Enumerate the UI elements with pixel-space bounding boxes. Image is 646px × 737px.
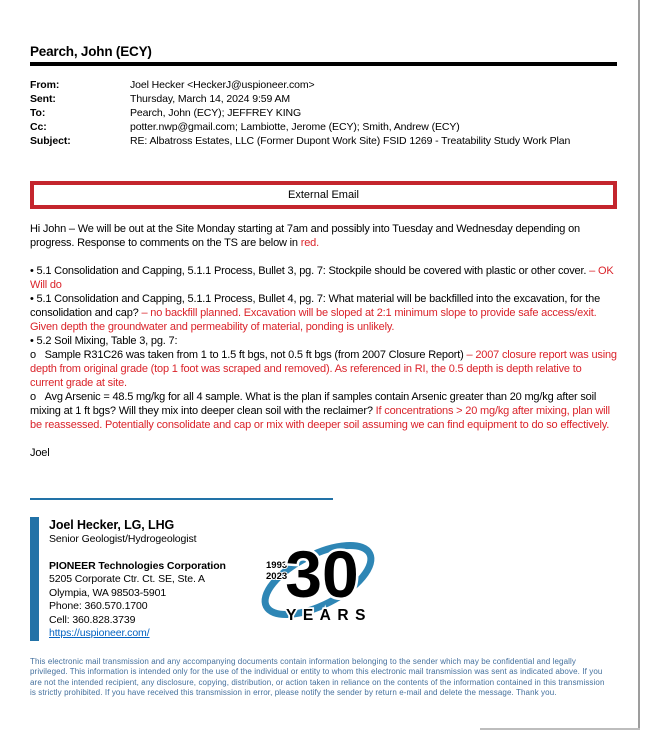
- signature-block: [30, 517, 617, 641]
- body-paragraph-signoff: [30, 446, 617, 460]
- text-red: red.: [300, 237, 319, 249]
- signature-phone: Phone: 360.570.1700: [49, 600, 148, 612]
- text-red: If concentrations > 20 mg/kg after mixing, plan will be reassessed. Potentially consolidate and cap or mix with deeper soil assuming we can find equipment to do so effectively.: [30, 405, 610, 431]
- body-paragraph-sub-bullet-1: [30, 348, 617, 390]
- text-black: • 5.1 Consolidation and Capping, 5.1.1 Process, Bullet 4, pg. 7: What material will be backfilled into the excavation, for the consolidation and cap?: [30, 293, 601, 319]
- website-link[interactable]: https://uspioneer.com/: [49, 627, 150, 639]
- body-paragraph-bullet-3: [30, 334, 617, 348]
- email-body: [30, 222, 617, 460]
- from-value: Joel Hecker <HeckerJ@uspioneer.com>: [130, 79, 315, 91]
- cc-label: Cc:: [30, 121, 47, 133]
- body-paragraph-sub-bullet-2: [30, 390, 617, 432]
- sent-value: Thursday, March 14, 2024 9:59 AM: [130, 93, 291, 105]
- header-field-row: [30, 120, 617, 134]
- email-header-fields: [30, 78, 617, 148]
- signature-company: PIONEER Technologies Corporation: [49, 559, 226, 572]
- text-black: • 5.2 Soil Mixing, Table 3, pg. 7:: [30, 335, 178, 347]
- logo-year-bottom: 2023: [265, 570, 288, 582]
- text-black: o Avg Arsenic = 48.5 mg/kg for all 4 sample. What is the plan if samples contain Arsenic greater than 20 mg/kg after soil mixing at 1 ft bgs? Will they mix into deeper clean soil with the reclaimer?: [30, 391, 597, 417]
- text-black: o Sample R31C26 was taken from 1 to 1.5 ft bgs, not 0.5 ft bgs (from 2007 Closure Report): [30, 349, 467, 361]
- subject-value: RE: Albatross Estates, LLC (Former Dupont Work Site) FSID 1269 - Treatability Study Work Plan: [130, 135, 571, 147]
- logo-number: 30: [285, 536, 359, 611]
- page-title: Pearch, John (ECY): [30, 44, 152, 59]
- logo-years-label: YEARS: [285, 606, 372, 624]
- page-border-bottom: [480, 728, 640, 730]
- page-border-right: [638, 0, 640, 730]
- cc-value: potter.nwp@gmail.com; Lambiotte, Jerome (ECY); Smith, Andrew (ECY): [130, 121, 460, 133]
- text-black: • 5.1 Consolidation and Capping, 5.1.1 Process, Bullet 3, pg. 7: Stockpile should be covered with plastic or other cover.: [30, 265, 590, 277]
- signature-name: Joel Hecker, LG, LHG: [49, 518, 175, 532]
- signature-job-title: Senior Geologist/Hydrogeologist: [49, 533, 197, 545]
- header-field-row: [30, 92, 617, 106]
- title-divider: [30, 62, 617, 66]
- signature-text: [49, 517, 226, 641]
- from-label: From:: [30, 79, 60, 91]
- to-value: Pearch, John (ECY); JEFFREY KING: [130, 107, 302, 119]
- external-email-banner-text: External Email: [288, 189, 359, 201]
- signature-address-line2: Olympia, WA 98503-5901: [49, 586, 167, 599]
- signature-website-row: [49, 627, 226, 641]
- confidentiality-disclaimer: This electronic mail transmission and any accompanying documents contain information belonging to the sender which may be confidential and legally privileged. This information is intended only for the use of the individual or entity to whom this electronic mail transmission was sent as indicated above. If you are not the intended recipient, any disclosure, copying, distribution, or action taken in reliance on the contents of the information contained in this transmission is strictly prohibited. If you have received this transmission in error, please notify the sender by return e-mail and delete the message. Thank you.: [30, 656, 605, 697]
- text-black: Joel: [30, 447, 50, 459]
- signature-address-line1: 5205 Corporate Ctr. Ct. SE, Ste. A: [49, 573, 205, 585]
- header-field-row: [30, 78, 617, 92]
- signature-divider: [30, 498, 333, 500]
- body-paragraph-greeting: [30, 222, 617, 250]
- logo-year-top: 1993: [265, 559, 288, 571]
- text-red: – no backfill planned. Excavation will be sloped at 2:1 minimum slope to provide safe access/exit. Given depth the groundwater and permeability of material, ponding is unlikely.: [30, 307, 597, 333]
- anniversary-logo: [252, 524, 380, 634]
- header-field-row: [30, 134, 617, 148]
- body-paragraph-bullet-2: [30, 292, 617, 334]
- subject-label: Subject:: [30, 135, 71, 147]
- body-paragraph-bullet-1: [30, 264, 617, 292]
- header-field-row: [30, 106, 617, 120]
- to-label: To:: [30, 107, 46, 119]
- text-red: – OK Will do: [30, 265, 614, 291]
- external-email-banner: [30, 181, 617, 209]
- text-black: Hi John – We will be out at the Site Monday starting at 7am and possibly into Tuesday and Wednesday depending on progress. Response to comments on the TS are below in: [30, 223, 580, 249]
- text-red: – 2007 closure report was using depth from original grade (top 1 foot was scraped and removed). As referenced in RI, the 0.5 depth is depth relative to current grade at site.: [30, 349, 617, 389]
- signature-cell: Cell: 360.828.3739: [49, 613, 136, 626]
- signature-accent-bar: [30, 517, 39, 641]
- sent-label: Sent:: [30, 93, 56, 105]
